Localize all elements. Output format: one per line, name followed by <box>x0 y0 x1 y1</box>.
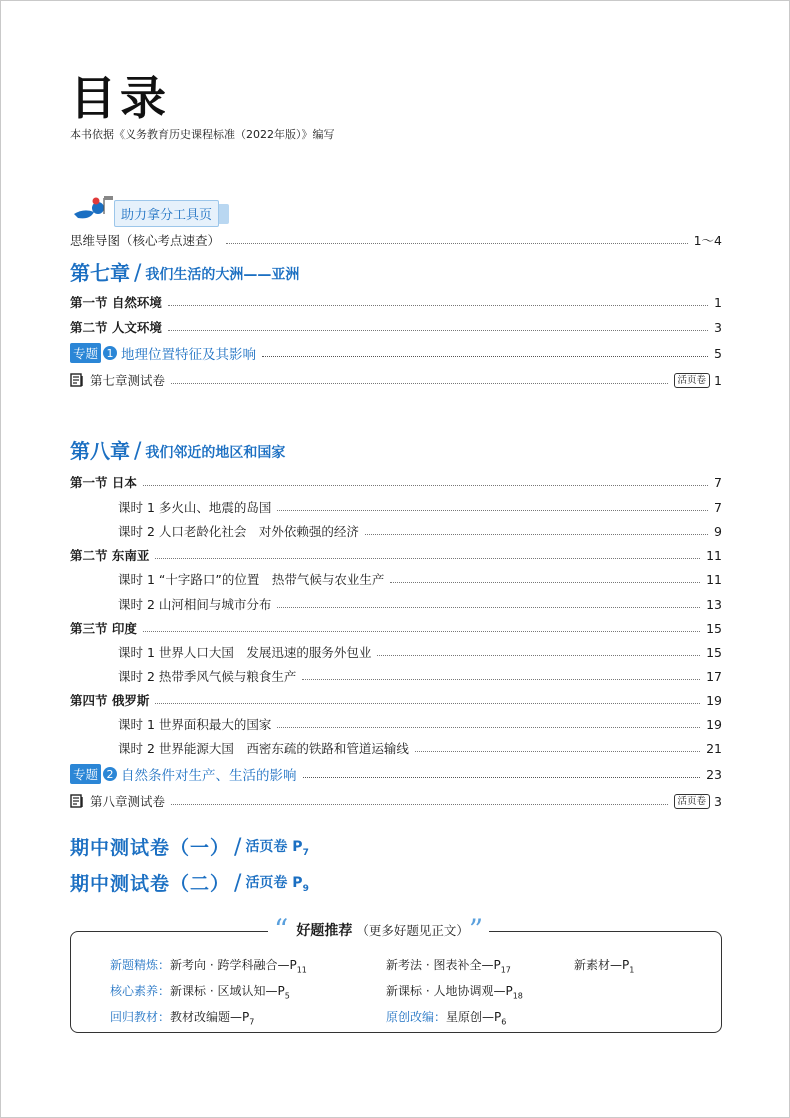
toc-entry-section[interactable] <box>70 545 722 565</box>
leader-dots <box>143 631 700 632</box>
toc-entry-section[interactable] <box>70 317 722 337</box>
toc-page: 23 <box>706 766 722 782</box>
chapter-title: 我们邻近的地区和国家 <box>145 445 286 461</box>
toc-entry-lesson[interactable] <box>118 714 722 734</box>
leader-dots <box>390 582 700 583</box>
toc-page: 21 <box>706 740 722 756</box>
toc-entry-topic[interactable] <box>70 764 722 784</box>
toc-label: 思维导图（核心考点速查） <box>70 233 221 248</box>
toc-page: 15 <box>706 644 722 660</box>
toc-page: 11 <box>706 571 722 587</box>
recommend-text: 新课标 · 人地协调观—P <box>386 984 513 998</box>
toc-page: 19 <box>706 716 722 732</box>
toc-entry-topic[interactable] <box>70 343 722 363</box>
close-quote-icon: ” <box>468 913 484 946</box>
leader-dots <box>277 727 700 728</box>
leader-dots <box>277 510 708 511</box>
toc-label: 课时 2 热带季风气候与粮食生产 <box>118 669 297 684</box>
leader-dots <box>302 679 700 680</box>
recommend-title: 好题推荐 <box>296 923 353 939</box>
toc-page: 3 <box>714 319 722 335</box>
toc-entry-lesson[interactable] <box>118 594 722 614</box>
bird-mascot-icon <box>72 194 114 224</box>
recommend-item[interactable] <box>386 1008 506 1026</box>
toc-entry-lesson[interactable] <box>118 642 722 662</box>
page-title: 目录 <box>70 71 170 125</box>
toc-page: 1～4 <box>693 233 722 248</box>
recommend-item[interactable] <box>110 956 307 974</box>
toc-label: 第四节 俄罗斯 <box>70 693 150 708</box>
toc-entry-section[interactable] <box>70 292 722 312</box>
toc-page: 19 <box>706 692 722 708</box>
toc-page: 7 <box>714 474 722 490</box>
toc-page: 15 <box>706 620 722 636</box>
toc-label: 第二节 人文环境 <box>70 320 162 335</box>
recommend-item[interactable] <box>574 956 634 974</box>
toc-label: 课时 1 多火山、地震的岛国 <box>118 500 272 515</box>
tool-badge: 助力拿分工具页 <box>114 200 219 227</box>
leader-dots <box>262 356 708 357</box>
leader-dots <box>171 804 668 805</box>
toc-label: 第七章测试卷 <box>90 373 166 388</box>
recommend-key: 回归教材： <box>110 1010 171 1024</box>
leader-dots <box>303 777 701 778</box>
recommend-key: 原创改编： <box>386 1010 447 1024</box>
toc-label: 课时 1 世界人口大国 发展迅速的服务外包业 <box>118 645 372 660</box>
recommend-item[interactable] <box>386 956 511 974</box>
toc-label: 第三节 印度 <box>70 621 137 636</box>
loose-leaf-badge: 活页卷 <box>674 373 711 388</box>
toc-label: 课时 1 世界面积最大的国家 <box>118 717 272 732</box>
chapter-title: 我们生活的大洲——亚洲 <box>145 267 300 283</box>
recommend-page: 7 <box>249 1017 255 1027</box>
open-quote-icon: “ <box>274 913 289 946</box>
recommend-page: 6 <box>501 1017 507 1027</box>
topic-tag-number: 2 <box>103 767 117 781</box>
toc-label: 课时 2 世界能源大国 西密东疏的铁路和管道运输线 <box>118 741 409 756</box>
page-subtitle: 本书依据《义务教育历史课程标准（2022年版）》编写 <box>70 128 335 141</box>
recommend-page: 11 <box>296 965 307 975</box>
tool-section-header <box>72 186 232 226</box>
toc-entry-test[interactable] <box>70 370 722 390</box>
toc-label: 自然条件对生产、生活的影响 <box>121 768 297 784</box>
recommend-page: 17 <box>500 965 511 975</box>
toc-label: 第八章测试卷 <box>90 794 166 809</box>
leader-dots <box>377 655 700 656</box>
midterm-exam-1[interactable] <box>70 830 309 860</box>
document-icon <box>70 794 84 808</box>
loose-leaf-badge: 活页卷 <box>674 794 711 809</box>
toc-label: 第二节 东南亚 <box>70 548 150 563</box>
topic-tag <box>70 343 117 363</box>
toc-page: 7 <box>714 499 722 515</box>
toc-page: 11 <box>706 547 722 563</box>
topic-tag <box>70 764 117 784</box>
topic-tag-number: 1 <box>103 346 117 360</box>
document-icon <box>70 373 84 387</box>
toc-entry-lesson[interactable] <box>118 521 722 541</box>
recommend-item[interactable] <box>110 1008 254 1026</box>
topic-tag-text: 专题 <box>70 764 101 784</box>
recommend-page: 18 <box>512 991 523 1001</box>
leader-dots <box>168 305 708 306</box>
chapter-8-heading <box>70 434 285 464</box>
toc-label: 第一节 自然环境 <box>70 295 162 310</box>
leader-dots <box>155 703 700 704</box>
leader-dots <box>143 485 708 486</box>
toc-page: 17 <box>706 668 722 684</box>
recommend-key: 核心素养： <box>110 984 171 998</box>
toc-label: 地理位置特征及其影响 <box>121 347 257 363</box>
toc-label: 课时 1 “十字路口”的位置 热带气候与农业生产 <box>118 572 385 587</box>
toc-entry-lesson[interactable] <box>118 666 722 686</box>
chapter-7-heading <box>70 256 299 286</box>
chapter-slash: / <box>134 261 142 286</box>
recommend-text: 新考向 · 跨学科融合—P <box>170 958 297 972</box>
toc-entry-lesson[interactable] <box>118 569 722 589</box>
recommend-page: 5 <box>284 991 290 1001</box>
recommend-header <box>268 913 489 946</box>
topic-tag-text: 专题 <box>70 343 101 363</box>
recommend-text: 新课标 · 区域认知—P <box>170 984 285 998</box>
exam-slash: / <box>234 871 242 896</box>
recommend-text: 新素材—P <box>574 958 630 972</box>
chapter-number: 第七章 <box>70 261 130 285</box>
toc-entry-test[interactable] <box>70 791 722 811</box>
chapter-number: 第八章 <box>70 439 130 463</box>
leader-dots <box>277 607 700 608</box>
chapter-slash: / <box>134 439 142 464</box>
leader-dots <box>171 383 668 384</box>
recommend-key: 新题精炼： <box>110 958 171 972</box>
toc-entry-section[interactable] <box>70 618 722 638</box>
toc-entry-section[interactable] <box>70 472 722 492</box>
recommend-text: 新考法 · 图表补全—P <box>386 958 501 972</box>
recommend-page: 1 <box>629 965 635 975</box>
recommend-note: （更多好题见正文） <box>356 923 469 938</box>
leader-dots <box>415 751 700 752</box>
toc-label: 课时 2 山河相间与城市分布 <box>118 597 272 612</box>
exam-page: 活页卷 $P_9$ <box>245 875 309 894</box>
leader-dots <box>226 243 688 244</box>
toc-page: 3 <box>714 793 722 809</box>
toc-entry-lesson[interactable] <box>118 738 722 758</box>
leader-dots <box>365 534 708 535</box>
recommend-text: 星原创—P <box>446 1010 502 1024</box>
recommend-item[interactable] <box>110 982 290 1000</box>
recommend-text: 教材改编题—P <box>170 1010 250 1024</box>
exam-title: 期中测试卷（一） <box>70 837 231 859</box>
toc-page: 5 <box>714 345 722 361</box>
exam-title: 期中测试卷（二） <box>70 873 231 895</box>
leader-dots <box>168 330 708 331</box>
toc-entry-section[interactable] <box>70 690 722 710</box>
toc-page: 9 <box>714 523 722 539</box>
exam-page: 活页卷 $P_7$ <box>245 839 309 858</box>
toc-label: 第一节 日本 <box>70 475 137 490</box>
exam-slash: / <box>234 835 242 860</box>
recommend-item[interactable] <box>386 982 523 1000</box>
toc-page: 1 <box>714 294 722 310</box>
toc-page: 1 <box>714 372 722 388</box>
toc-entry-mindmap[interactable] <box>70 230 722 250</box>
toc-label: 课时 2 人口老龄化社会 对外依赖强的经济 <box>118 524 359 539</box>
toc-page: 13 <box>706 596 722 612</box>
toc-entry-lesson[interactable] <box>118 497 722 517</box>
midterm-exam-2[interactable] <box>70 866 309 896</box>
leader-dots <box>155 558 700 559</box>
